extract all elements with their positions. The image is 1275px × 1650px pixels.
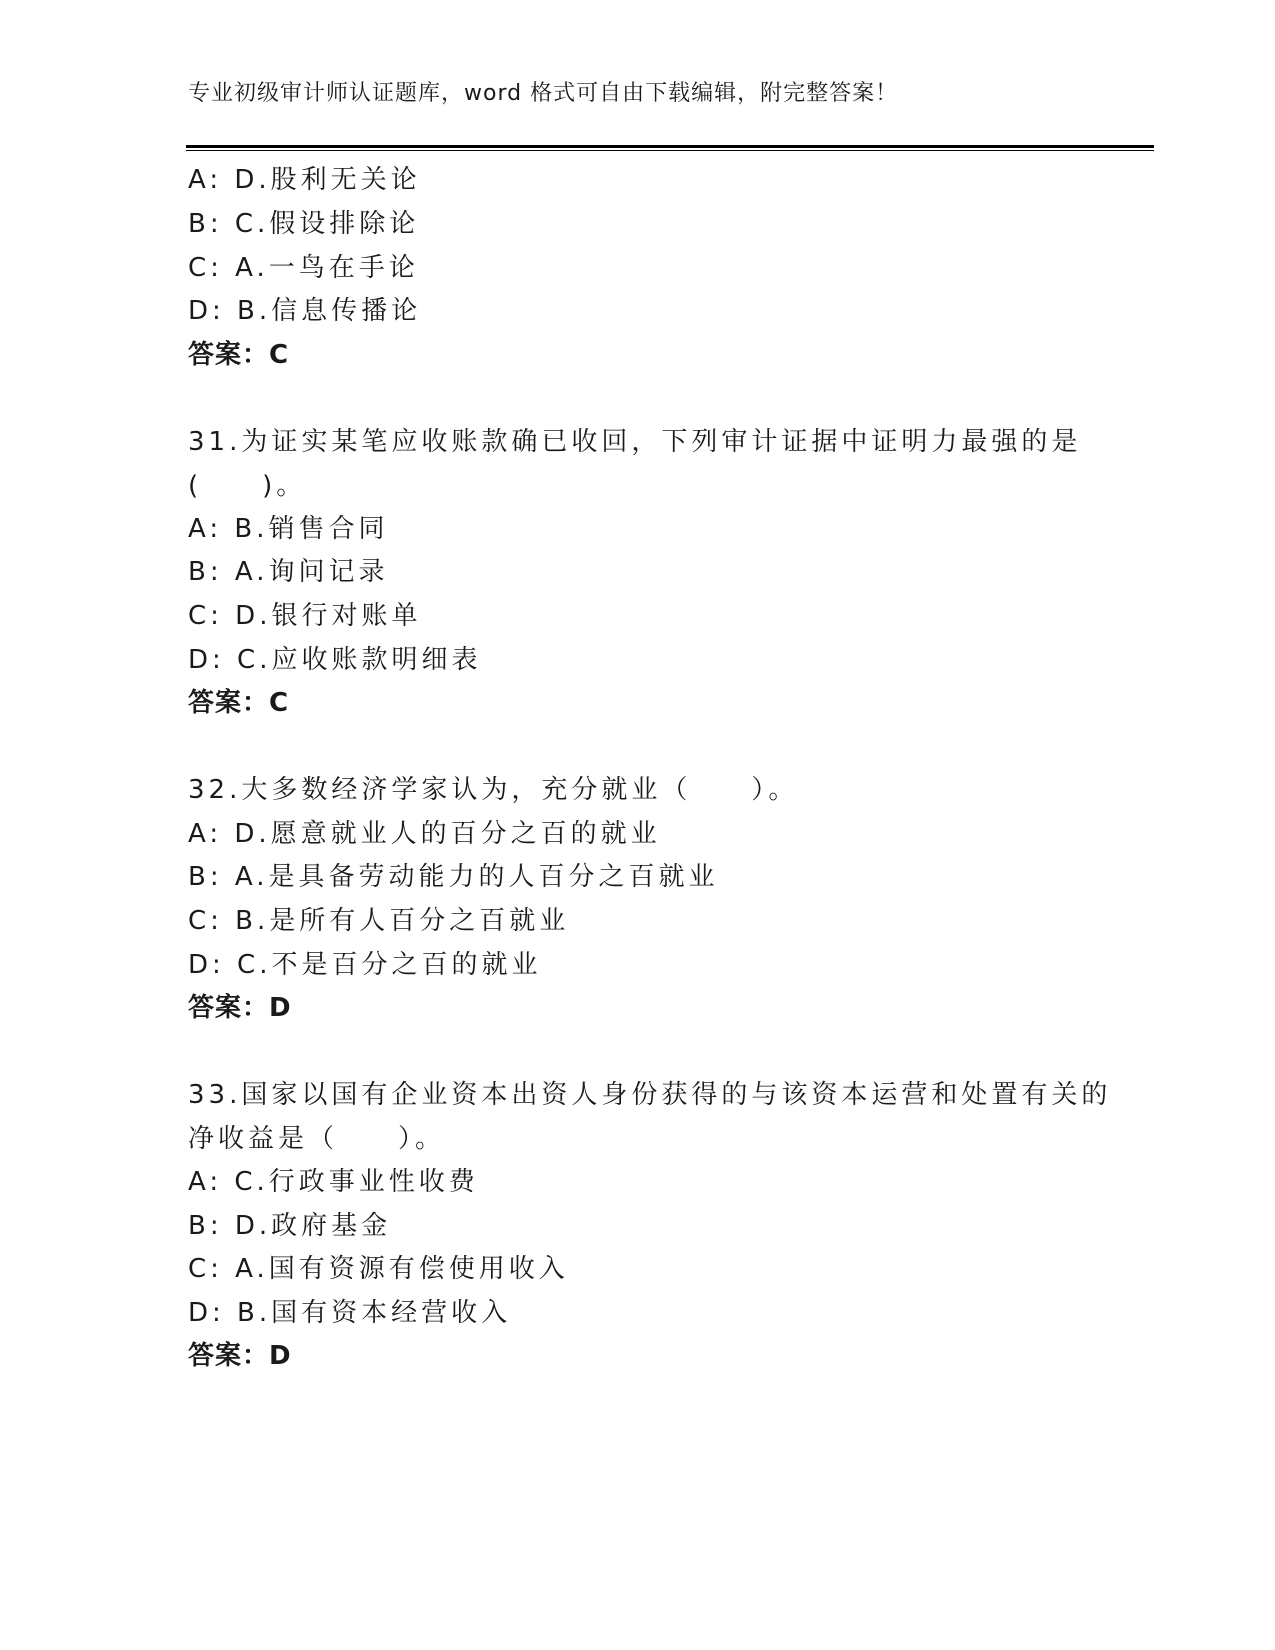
option-c: C: B.是所有人百分之百就业 (188, 906, 570, 936)
answer: 答案：D (188, 1341, 292, 1371)
option-d: D: B.国有资本经营收入 (188, 1298, 512, 1328)
page-header: 专业初级审计师认证题库，word 格式可自由下载编辑，附完整答案！ (188, 81, 899, 106)
question-text: ( )。 (188, 471, 307, 501)
option-a: A: D.愿意就业人的百分之百的就业 (188, 819, 661, 849)
answer: 答案：C (188, 340, 290, 370)
option-d: D: C.应收账款明细表 (188, 645, 482, 675)
question-text: 32.大多数经济学家认为，充分就业（ ）。 (188, 775, 799, 805)
option-b: B: A.是具备劳动能力的人百分之百就业 (188, 862, 719, 892)
option-c: C: A.国有资源有偿使用收入 (188, 1254, 569, 1284)
question-text: 33.国家以国有企业资本出资人身份获得的与该资本运营和处置有关的 (188, 1080, 1112, 1110)
question-text: 净收益是（ ）。 (188, 1124, 446, 1154)
option-a: A: D.股利无关论 (188, 165, 421, 195)
header-rule-thick (186, 145, 1154, 148)
option-d: D: C.不是百分之百的就业 (188, 950, 542, 980)
option-b: B: A.询问记录 (188, 557, 389, 587)
option-a: A: C.行政事业性收费 (188, 1167, 479, 1197)
question-text: 31.为证实某笔应收账款确已收回，下列审计证据中证明力最强的是 (188, 427, 1082, 457)
option-c: C: D.银行对账单 (188, 601, 422, 631)
option-d: D: B.信息传播论 (188, 296, 422, 326)
header-rule-thin (186, 150, 1154, 151)
option-c: C: A.一鸟在手论 (188, 253, 419, 283)
answer: 答案：C (188, 688, 290, 718)
option-a: A: B.销售合同 (188, 514, 389, 544)
option-b: B: C.假设排除论 (188, 209, 420, 239)
answer: 答案：D (188, 993, 292, 1023)
option-b: B: D.政府基金 (188, 1211, 392, 1241)
